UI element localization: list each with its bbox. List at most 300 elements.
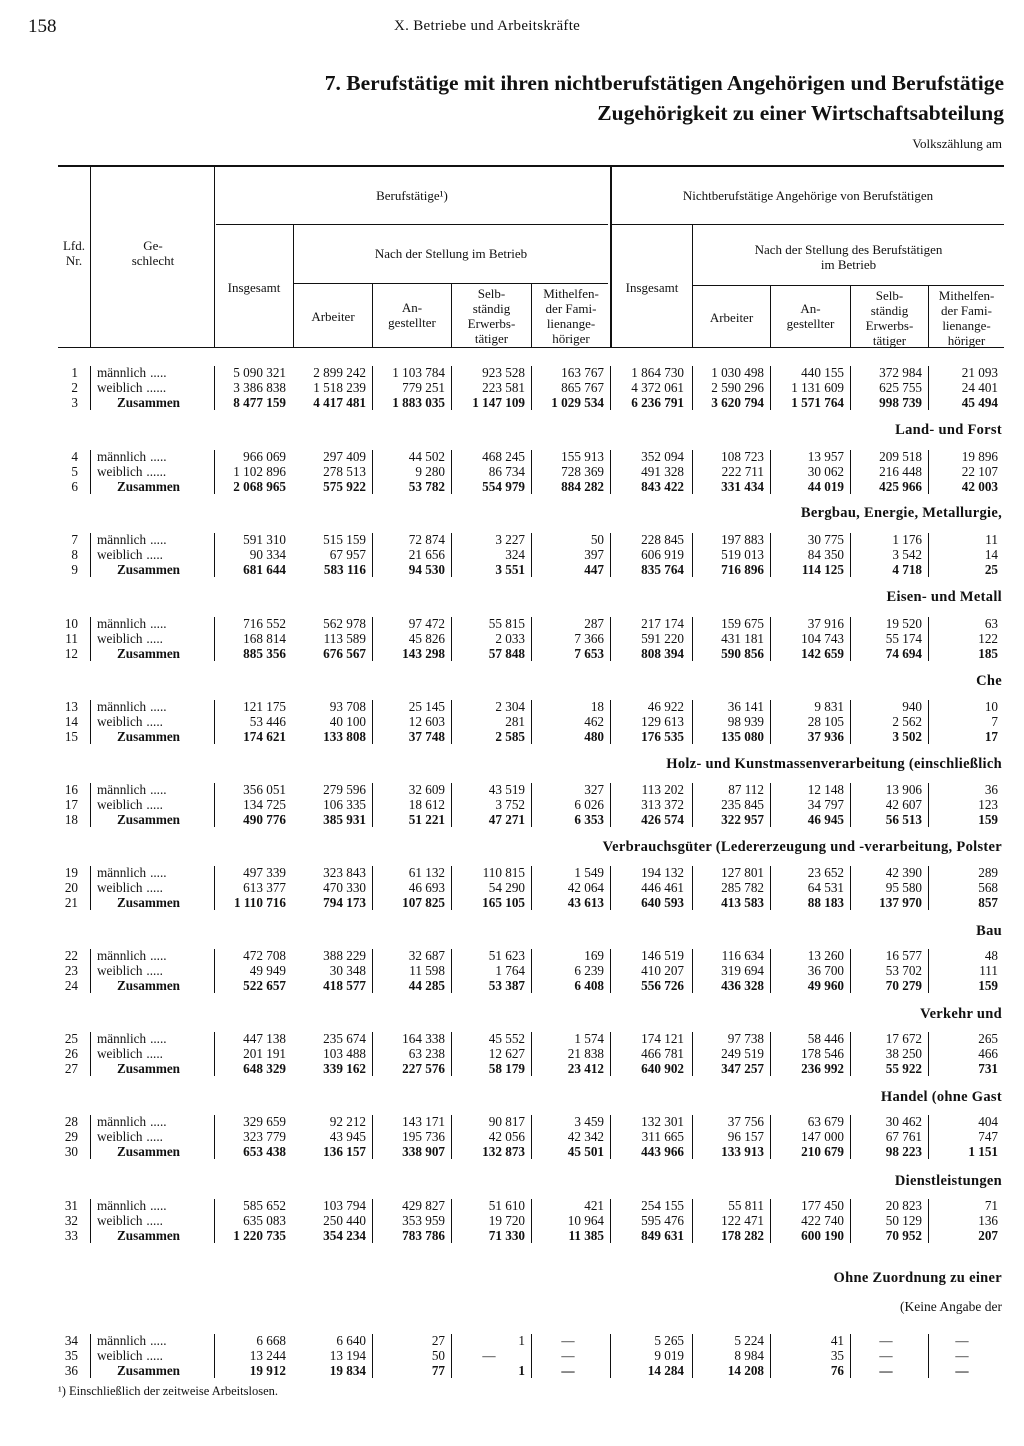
table-title-line1: 7. Berufstätige mit ihren nichtberufstätigen Angehörigen und Berufstätige xyxy=(324,71,1004,95)
table-cell: — xyxy=(561,1333,575,1348)
header-selbstaendig-1: Selb- ständig Erwerbs- tätiger xyxy=(467,286,516,346)
table-cell: 940 xyxy=(902,699,922,714)
table-cell: 285 782 xyxy=(721,880,764,896)
table-cell: 600 190 xyxy=(801,1228,844,1244)
sex-label: männlich xyxy=(97,365,147,380)
table-cell: 648 329 xyxy=(243,1061,286,1077)
header-vline xyxy=(214,166,215,348)
label-total xyxy=(117,1061,180,1076)
table-cell: 72 874 xyxy=(408,532,445,547)
table-cell: 281 xyxy=(505,714,525,730)
table-cell: 606 919 xyxy=(641,547,684,563)
label-total xyxy=(117,562,180,577)
sex-label: männlich xyxy=(97,1198,147,1213)
row-number: 15 xyxy=(64,729,78,745)
table-cell: 96 157 xyxy=(727,1129,764,1145)
table-cell: 30 348 xyxy=(329,963,366,979)
table-cell: 339 162 xyxy=(323,1061,366,1077)
table-cell: 575 922 xyxy=(323,479,366,495)
row-number: 35 xyxy=(64,1348,78,1364)
table-cell: 12 148 xyxy=(807,782,844,797)
table-cell: 43 945 xyxy=(329,1129,366,1145)
table-cell: 425 966 xyxy=(879,479,922,495)
header-group-berufstaetige: Berufstätige¹) xyxy=(376,188,448,203)
table-cell: 9 831 xyxy=(814,699,844,714)
table-cell: 87 112 xyxy=(728,782,764,797)
table-cell: 422 740 xyxy=(801,1213,844,1229)
table-cell: 136 157 xyxy=(323,1144,366,1160)
table-cell: 254 155 xyxy=(641,1198,684,1213)
table-cell: 265 xyxy=(978,1031,998,1046)
table-cell: 143 171 xyxy=(402,1114,445,1129)
header-vline xyxy=(90,166,91,348)
table-cell: 356 051 xyxy=(243,782,286,797)
table-cell: 470 330 xyxy=(323,880,366,896)
row-number: 34 xyxy=(64,1333,78,1348)
table-cell: 178 546 xyxy=(801,1046,844,1062)
table-cell: 783 786 xyxy=(402,1228,445,1244)
table-cell: 86 734 xyxy=(488,464,525,480)
row-number: 25 xyxy=(64,1031,78,1046)
table-cell: 53 387 xyxy=(488,978,525,994)
table-cell: 116 634 xyxy=(721,948,764,963)
label-sex xyxy=(97,449,167,464)
table-cell: 591 220 xyxy=(641,631,684,647)
table-cell: 354 234 xyxy=(323,1228,366,1244)
section-heading: Holz- und Kunstmassenverarbeitung (einschließlich xyxy=(666,756,1002,772)
table-cell: 311 665 xyxy=(641,1129,684,1145)
label-sex xyxy=(97,865,167,880)
header-stellung-1: Nach der Stellung im Betrieb xyxy=(374,246,528,261)
table-cell: 466 xyxy=(978,1046,998,1062)
column-rule xyxy=(90,450,91,494)
leader-dots: ..... xyxy=(150,1031,167,1046)
table-cell: 6 026 xyxy=(574,797,604,813)
table-cell: 223 581 xyxy=(482,380,525,396)
table-cell: 108 723 xyxy=(721,449,764,464)
footnote: ¹) Einschließlich der zeitweise Arbeitslosen. xyxy=(58,1384,279,1398)
table-cell: 426 574 xyxy=(641,812,684,828)
table-cell: 217 174 xyxy=(641,616,684,631)
label-sex xyxy=(97,547,163,562)
label-sex xyxy=(97,1213,163,1228)
sex-label: weiblich xyxy=(97,547,143,563)
table-cell: 436 328 xyxy=(721,978,764,994)
table-cell: 19 720 xyxy=(488,1213,525,1229)
table-cell: 35 xyxy=(830,1348,844,1364)
table-cell: 731 xyxy=(978,1061,998,1077)
table-cell: 480 xyxy=(584,729,604,745)
table-cell: 966 069 xyxy=(243,449,286,464)
label-sex xyxy=(97,616,167,631)
table-cell: 107 825 xyxy=(402,895,445,911)
table-cell: 209 518 xyxy=(879,449,922,464)
row-number: 31 xyxy=(64,1198,78,1213)
section-note: (Keine Angabe der xyxy=(900,1299,1002,1314)
table-cell: 42 003 xyxy=(961,479,998,495)
section-heading: Dienstleistungen xyxy=(894,1173,1002,1189)
table-cell: 923 528 xyxy=(482,365,525,380)
table-cell: 19 896 xyxy=(961,449,998,464)
table-cell: 159 675 xyxy=(721,616,764,631)
table-cell: 472 708 xyxy=(243,948,286,963)
table-cell: 2 585 xyxy=(495,729,525,745)
table-cell: 14 208 xyxy=(727,1363,764,1379)
header-angestellter-2: An- gestellter xyxy=(786,301,835,331)
table-cell: 50 129 xyxy=(885,1213,922,1229)
column-rule xyxy=(850,1334,851,1378)
table-cell: 53 446 xyxy=(249,714,286,730)
table-cell: 562 978 xyxy=(323,616,366,631)
table-cell: 113 589 xyxy=(323,631,366,647)
table-cell: 404 xyxy=(978,1114,998,1129)
table-cell: 19 834 xyxy=(329,1363,366,1379)
table-cell: 13 260 xyxy=(807,948,844,963)
table-cell: 50 xyxy=(431,1348,445,1364)
table-cell: 808 394 xyxy=(641,646,684,662)
table-cell: 1 764 xyxy=(495,963,525,979)
table-cell: 55 811 xyxy=(728,1198,764,1213)
leader-dots: ..... xyxy=(146,1348,163,1364)
table-cell: 27 xyxy=(431,1333,445,1348)
sex-label: Zusammen xyxy=(117,1228,181,1244)
row-number: 2 xyxy=(71,380,78,396)
table-cell: 143 298 xyxy=(402,646,445,662)
row-number: 6 xyxy=(71,479,78,495)
table-cell: 51 610 xyxy=(488,1198,525,1213)
table-cell: 421 xyxy=(584,1198,604,1213)
sex-label: männlich xyxy=(97,699,147,714)
table-cell: 2 033 xyxy=(495,631,525,647)
row-number: 8 xyxy=(71,547,78,563)
table-cell: 24 401 xyxy=(961,380,998,396)
label-sex xyxy=(97,699,167,714)
table-cell: 71 xyxy=(984,1198,998,1213)
table-cell: 716 552 xyxy=(243,616,286,631)
label-total xyxy=(117,978,180,993)
table-cell: 47 271 xyxy=(488,812,525,828)
sex-label: weiblich xyxy=(97,1213,143,1229)
table-cell: 17 xyxy=(984,729,998,745)
table-cell: 1 030 498 xyxy=(711,365,764,380)
table-cell: 67 761 xyxy=(885,1129,922,1145)
row-number: 18 xyxy=(64,812,78,828)
table-cell: 147 000 xyxy=(801,1129,844,1145)
table-cell: 51 221 xyxy=(408,812,445,828)
table-cell: 11 598 xyxy=(409,963,445,979)
table-cell: 2 590 296 xyxy=(711,380,764,396)
sex-label: Zusammen xyxy=(117,729,181,745)
leader-dots: ..... xyxy=(146,1213,163,1229)
table-cell: 8 984 xyxy=(734,1348,764,1364)
label-sex xyxy=(97,464,166,479)
label-total xyxy=(117,1363,180,1378)
table-cell: 37 916 xyxy=(807,616,844,631)
table-cell: 36 141 xyxy=(727,699,764,714)
table-cell: 44 502 xyxy=(408,449,445,464)
table-cell: 36 xyxy=(984,782,998,797)
table-cell: 1 147 109 xyxy=(472,395,525,411)
leader-dots: ..... xyxy=(146,714,163,730)
sex-label: Zusammen xyxy=(117,812,181,828)
table-cell: 137 970 xyxy=(879,895,922,911)
column-rule xyxy=(90,617,91,661)
table-cell: 747 xyxy=(978,1129,998,1145)
table-cell: 429 827 xyxy=(402,1198,445,1213)
table-cell: 372 984 xyxy=(879,365,922,380)
table-cell: 590 856 xyxy=(721,646,764,662)
label-total xyxy=(117,812,180,827)
table-cell: 279 596 xyxy=(323,782,366,797)
table-cell: 165 105 xyxy=(482,895,525,911)
table-cell: 3 542 xyxy=(892,547,922,563)
table-cell: 13 244 xyxy=(249,1348,286,1364)
column-rule xyxy=(90,533,91,577)
table-cell: 9 280 xyxy=(415,464,445,480)
table-cell: — xyxy=(879,1333,893,1348)
table-cell: 462 xyxy=(584,714,604,730)
header-stellung-2: Nach der Stellung des Berufstätigen im Betrieb xyxy=(754,242,943,272)
table-cell: 111 xyxy=(979,963,998,979)
table-cell: 2 304 xyxy=(495,699,525,714)
sex-label: weiblich xyxy=(97,464,143,480)
table-cell: — xyxy=(955,1348,969,1364)
table-cell: 93 708 xyxy=(329,699,366,714)
table-cell: 1 103 784 xyxy=(392,365,445,380)
table-cell: 136 xyxy=(978,1213,998,1229)
table-cell: — xyxy=(955,1333,969,1348)
table-cell: 10 964 xyxy=(567,1213,604,1229)
table-cell: 49 960 xyxy=(807,978,844,994)
row-number: 7 xyxy=(71,532,78,547)
section-heading: Land- und Forst xyxy=(895,422,1002,438)
table-cell: 1 151 xyxy=(968,1144,998,1160)
table-cell: 653 438 xyxy=(243,1144,286,1160)
row-number: 11 xyxy=(65,631,78,647)
table-cell: 353 959 xyxy=(402,1213,445,1229)
label-sex xyxy=(97,1114,167,1129)
table-cell: 728 369 xyxy=(561,464,604,480)
sex-label: männlich xyxy=(97,449,147,464)
table-cell: 70 952 xyxy=(885,1228,922,1244)
label-total xyxy=(117,646,180,661)
table-cell: 1 571 764 xyxy=(791,395,844,411)
table-cell: 9 019 xyxy=(654,1348,684,1364)
leader-dots: ...... xyxy=(146,464,167,480)
sex-label: Zusammen xyxy=(117,895,181,911)
leader-dots: ..... xyxy=(146,963,163,979)
table-cell: 133 913 xyxy=(721,1144,764,1160)
table-cell: 45 826 xyxy=(408,631,445,647)
leader-dots: ..... xyxy=(150,1198,167,1213)
table-cell: 58 446 xyxy=(807,1031,844,1046)
table-cell: 88 183 xyxy=(807,895,844,911)
table-cell: 57 848 xyxy=(488,646,525,662)
table-cell: 104 743 xyxy=(801,631,844,647)
table-cell: 3 227 xyxy=(495,532,525,547)
label-sex xyxy=(97,1046,163,1061)
row-number: 21 xyxy=(64,895,78,911)
row-number: 12 xyxy=(64,646,78,662)
table-cell: 1 549 xyxy=(574,865,604,880)
table-cell: 13 906 xyxy=(885,782,922,797)
page-number: 158 xyxy=(28,16,57,37)
table-cell: 142 659 xyxy=(801,646,844,662)
leader-dots: ..... xyxy=(146,547,163,563)
table-cell: 49 949 xyxy=(249,963,286,979)
table-cell: 55 922 xyxy=(885,1061,922,1077)
leader-dots: ..... xyxy=(146,1129,163,1145)
table-cell: 322 957 xyxy=(721,812,764,828)
table-cell: 46 945 xyxy=(807,812,844,828)
leader-dots: ..... xyxy=(146,797,163,813)
row-number: 13 xyxy=(64,699,78,714)
table-cell: 6 239 xyxy=(574,963,604,979)
table-cell: 227 576 xyxy=(402,1061,445,1077)
leader-dots: ..... xyxy=(146,880,163,896)
table-cell: 61 132 xyxy=(408,865,445,880)
sex-label: männlich xyxy=(97,782,147,797)
table-cell: 21 093 xyxy=(961,365,998,380)
table-cell: 51 623 xyxy=(488,948,525,963)
row-number: 22 xyxy=(64,948,78,963)
table-cell: 249 519 xyxy=(721,1046,764,1062)
table-cell: 17 672 xyxy=(885,1031,922,1046)
table-cell: 431 181 xyxy=(721,631,764,647)
table-cell: 37 748 xyxy=(408,729,445,745)
table-cell: 568 xyxy=(978,880,998,896)
sex-label: männlich xyxy=(97,616,147,631)
table-cell: 216 448 xyxy=(879,464,922,480)
table-cell: 207 xyxy=(978,1228,998,1244)
label-sex xyxy=(97,532,167,547)
leader-dots: ..... xyxy=(150,948,167,963)
table-cell: 30 462 xyxy=(885,1114,922,1129)
table-cell: — xyxy=(561,1348,575,1364)
table-cell: 235 674 xyxy=(323,1031,366,1046)
row-number: 28 xyxy=(64,1114,78,1129)
table-cell: 42 056 xyxy=(488,1129,525,1145)
sex-label: Zusammen xyxy=(117,1061,181,1077)
table-cell: 640 593 xyxy=(641,895,684,911)
table-cell: 324 xyxy=(505,547,525,563)
row-number: 14 xyxy=(64,714,78,730)
sex-label: weiblich xyxy=(97,380,143,396)
table-cell: 11 385 xyxy=(568,1228,604,1244)
header-insgesamt-1: Insgesamt xyxy=(227,280,281,295)
section-heading: Verbrauchsgüter (Ledererzeugung und -verarbeitung, Polster xyxy=(602,839,1002,855)
column-rule xyxy=(90,866,91,910)
table-cell: 716 896 xyxy=(721,562,764,578)
sex-label: männlich xyxy=(97,865,147,880)
table-cell: 7 366 xyxy=(574,631,604,647)
sex-label: männlich xyxy=(97,948,147,963)
sex-label: weiblich xyxy=(97,631,143,647)
table-cell: 56 513 xyxy=(885,812,922,828)
running-head: X. Betriebe und Arbeitskräfte xyxy=(394,18,581,34)
table-cell: 41 xyxy=(830,1333,844,1348)
column-rule xyxy=(90,1032,91,1076)
table-cell: 197 883 xyxy=(721,532,764,547)
title-line2-suffix: lung xyxy=(963,101,1004,125)
header-lfd: Lfd. Nr. xyxy=(62,238,86,268)
table-cell: 222 711 xyxy=(721,464,764,480)
table-cell: 297 409 xyxy=(323,449,366,464)
table-cell: 613 377 xyxy=(243,880,286,896)
table-cell: 5 265 xyxy=(654,1333,684,1348)
table-cell: 278 513 xyxy=(323,464,366,480)
sex-label: männlich xyxy=(97,532,147,547)
table-cell: 210 679 xyxy=(801,1144,844,1160)
table-cell: 174 621 xyxy=(243,729,286,745)
table-cell: 235 845 xyxy=(721,797,764,813)
column-rule xyxy=(90,1115,91,1159)
table-cell: 135 080 xyxy=(721,729,764,745)
table-cell: 779 251 xyxy=(402,380,445,396)
table-cell: 54 290 xyxy=(488,880,525,896)
header-angestellter-1: An- gestellter xyxy=(388,300,436,330)
table-cell: 42 607 xyxy=(885,797,922,813)
table-cell: 4 718 xyxy=(892,562,922,578)
label-total xyxy=(117,729,180,744)
label-sex xyxy=(97,797,163,812)
leader-dots: ..... xyxy=(150,449,167,464)
row-number: 16 xyxy=(64,782,78,797)
leader-dots: ..... xyxy=(150,782,167,797)
label-sex xyxy=(97,1031,167,1046)
table-cell: 236 992 xyxy=(801,1061,844,1077)
section-heading: Bau xyxy=(976,923,1002,939)
sex-label: Zusammen xyxy=(117,395,181,411)
row-number: 9 xyxy=(71,562,78,578)
table-cell: 323 843 xyxy=(323,865,366,880)
table-cell: 132 873 xyxy=(482,1144,525,1160)
table-cell: 30 775 xyxy=(807,532,844,547)
table-cell: 676 567 xyxy=(323,646,366,662)
table-cell: 44 019 xyxy=(807,479,844,495)
table-cell: — xyxy=(955,1363,969,1379)
table-cell: 94 530 xyxy=(408,562,445,578)
table-cell: 447 xyxy=(584,562,604,578)
sex-label: männlich xyxy=(97,1031,147,1046)
row-number: 26 xyxy=(64,1046,78,1062)
table-cell: 491 328 xyxy=(641,464,684,480)
table-cell: 113 202 xyxy=(641,782,684,797)
table-cell: 289 xyxy=(978,865,998,880)
row-number: 3 xyxy=(71,395,78,411)
table-cell: 63 679 xyxy=(807,1114,844,1129)
title-line2-main: Zugehörigkeit zu einer Wirtschaftsabtei xyxy=(597,101,964,125)
table-cell: 1 883 035 xyxy=(392,395,445,411)
table-cell: 63 xyxy=(984,616,998,631)
sex-label: weiblich xyxy=(97,797,143,813)
table-cell: 468 245 xyxy=(482,449,525,464)
table-cell: 338 907 xyxy=(402,1144,445,1160)
table-cell: 123 xyxy=(978,797,998,813)
table-cell: 413 583 xyxy=(721,895,764,911)
table-cell: 447 138 xyxy=(243,1031,286,1046)
table-cell: 134 725 xyxy=(243,797,286,813)
table-cell: 21 656 xyxy=(408,547,445,563)
sub2-rule xyxy=(693,285,1004,286)
table-cell: 11 xyxy=(985,532,998,547)
table-cell: 12 603 xyxy=(408,714,445,730)
label-sex xyxy=(97,782,167,797)
header-group-angehoerige: Nichtberufstätige Angehörige von Berufstätigen xyxy=(682,188,934,203)
table-cell: 178 282 xyxy=(721,1228,764,1244)
table-cell: 466 781 xyxy=(641,1046,684,1062)
row-number: 24 xyxy=(64,978,78,994)
